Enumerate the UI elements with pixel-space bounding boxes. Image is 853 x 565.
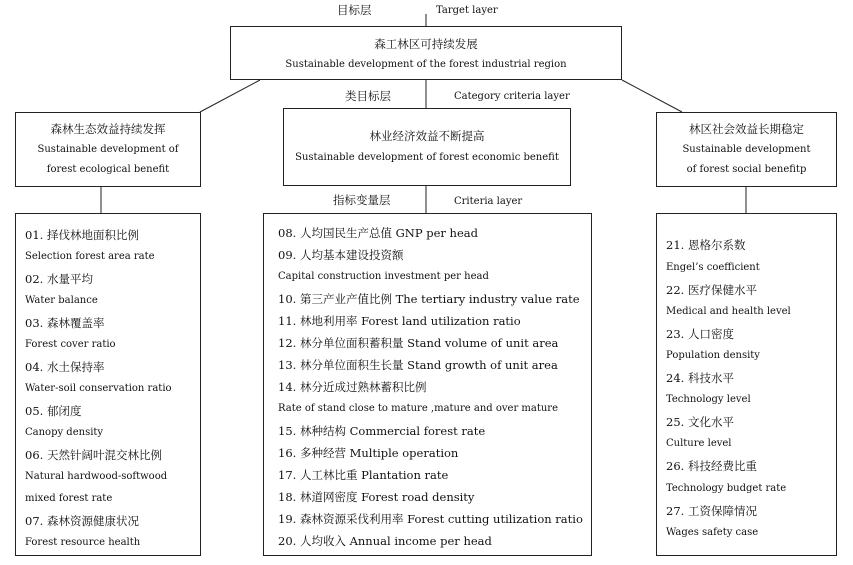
list-item: 12. 林分单位面积蓄积量 Stand volume of unit area: [278, 336, 559, 350]
indicator-list-economic: [263, 213, 592, 556]
category-ecological-en-2: forest ecological benefit: [46, 164, 170, 175]
list-item: 15. 林种结构 Commercial forest rate: [278, 424, 486, 438]
connector-right: [622, 80, 682, 112]
criteria-layer-cn: 指标变量层: [333, 193, 391, 207]
list-item: Forest resource health: [25, 537, 141, 548]
category-economic-en: Sustainable development of forest economic benefit: [295, 152, 559, 163]
category-layer-cn: 类目标层: [345, 89, 391, 103]
list-item: 14. 林分近成过熟林蓄积比例: [278, 380, 427, 394]
list-item: 23. 人口密度: [666, 327, 734, 341]
list-item: Wages safety case: [666, 527, 759, 538]
list-item: 10. 第三产业产值比例 The tertiary industry value rate: [278, 292, 580, 306]
list-item: 19. 森林资源采伐利用率 Forest cutting utilization ratio: [278, 512, 583, 526]
list-item: 11. 林地利用率 Forest land utilization ratio: [278, 314, 521, 328]
criteria-layer-en: Criteria layer: [454, 196, 523, 207]
category-ecological-en-1: Sustainable development of: [37, 144, 179, 155]
list-item: 13. 林分单位面积生长量 Stand growth of unit area: [278, 358, 558, 372]
indicator-list-ecological: [15, 213, 201, 556]
category-box-ecological: [15, 112, 201, 187]
list-item: 25. 文化水平: [666, 415, 734, 429]
category-ecological-cn: 森林生态效益持续发挥: [50, 122, 166, 136]
list-item: Water balance: [25, 295, 98, 306]
category-economic-cn: 林业经济效益不断提高: [369, 129, 485, 143]
target-layer-cn: 目标层: [337, 3, 372, 17]
list-item: Water-soil conservation ratio: [25, 383, 172, 394]
list-item: 18. 林道网密度 Forest road density: [278, 490, 475, 504]
list-item: 22. 医疗保健水平: [666, 283, 757, 297]
list-item: 08. 人均国民生产总值 GNP per head: [278, 226, 478, 240]
list-item: 24. 科技水平: [666, 371, 734, 385]
list-item: 20. 人均收入 Annual income per head: [278, 534, 492, 548]
list-item: mixed forest rate: [25, 493, 113, 504]
connector-left: [200, 80, 260, 112]
target-box: [230, 26, 622, 80]
list-item: 17. 人工林比重 Plantation rate: [278, 468, 449, 482]
list-item: Rate of stand close to mature ,mature and over mature: [278, 403, 559, 414]
category-box-social: [656, 112, 837, 187]
list-item: Selection forest area rate: [25, 251, 155, 262]
list-item: Technology level: [666, 394, 751, 405]
list-item: 02. 水量平均: [25, 272, 93, 286]
category-social-en-1: Sustainable development: [682, 144, 811, 155]
list-item: Engel’s coefficient: [666, 262, 760, 273]
list-item: Technology budget rate: [666, 483, 787, 494]
target-title-en: Sustainable development of the forest industrial region: [285, 59, 567, 70]
list-item: Medical and health level: [666, 306, 791, 317]
list-item: Capital construction investment per head: [278, 271, 489, 282]
target-title-cn: 森工林区可持续发展: [374, 37, 478, 51]
list-item: 06. 天然针阔叶混交林比例: [25, 448, 162, 462]
category-social-cn: 林区社会效益长期稳定: [689, 122, 804, 136]
list-item: 05. 郁闭度: [25, 404, 82, 418]
list-item: Natural hardwood-softwood: [25, 471, 168, 482]
list-item: 21. 恩格尔系数: [666, 238, 746, 252]
list-item: Forest cover ratio: [25, 339, 116, 350]
list-item: 03. 森林覆盖率: [25, 316, 105, 330]
list-item: Population density: [666, 350, 760, 361]
list-item: 04. 水土保持率: [25, 360, 105, 374]
list-item: 16. 多种经营 Multiple operation: [278, 446, 459, 460]
category-layer-en: Category criteria layer: [454, 91, 570, 102]
list-item: 09. 人均基本建设投资额: [278, 248, 404, 262]
list-item: 27. 工资保障情况: [666, 504, 757, 518]
list-item: 07. 森林资源健康状况: [25, 514, 139, 528]
list-item: 01. 择伐林地面积比例: [25, 228, 139, 242]
list-item: 26. 科技经费比重: [666, 459, 757, 473]
list-item: Canopy density: [25, 427, 104, 438]
indicator-list-social: [656, 213, 837, 556]
category-social-en-2: of forest social benefitp: [686, 164, 807, 175]
target-layer-en: Target layer: [436, 5, 498, 16]
list-item: Culture level: [666, 438, 732, 449]
category-box-economic: [283, 108, 571, 186]
